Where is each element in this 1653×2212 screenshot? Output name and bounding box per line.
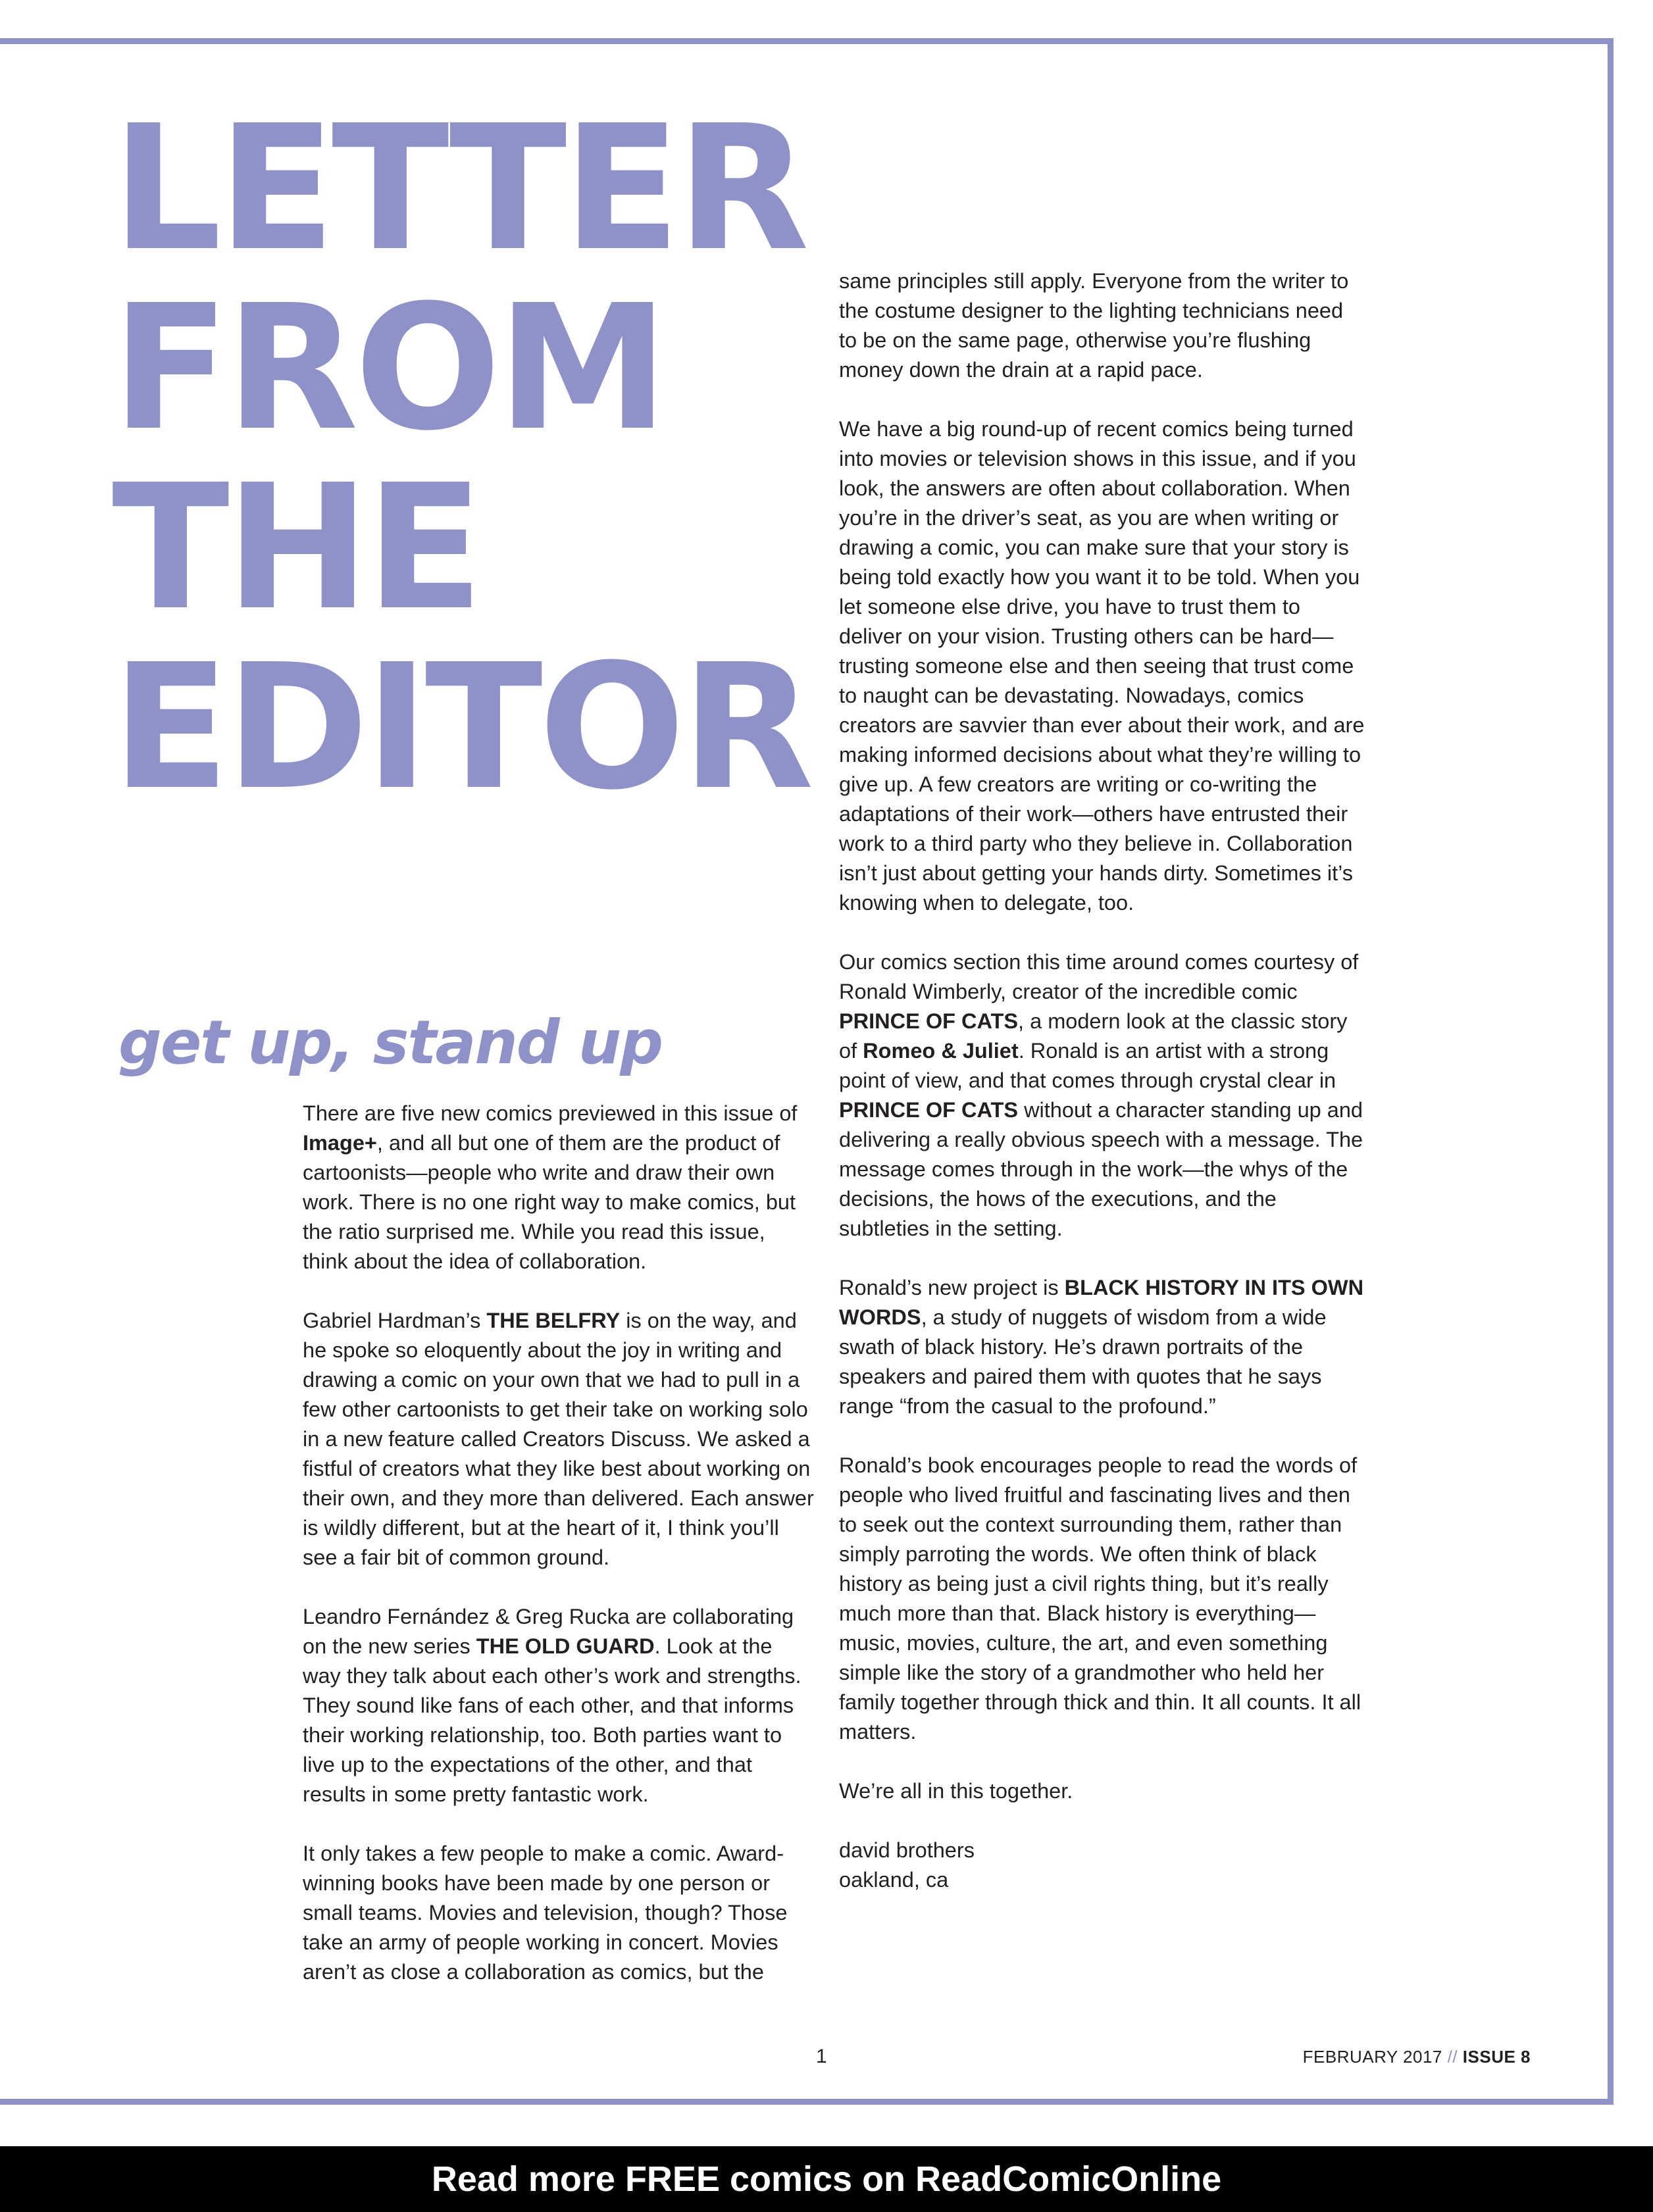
paragraph (839, 1273, 1365, 1421)
bold-title: THE OLD GUARD (476, 1634, 655, 1658)
text-run: There are five new comics previewed in this issue of (303, 1101, 798, 1125)
bold-title: PRINCE OF CATS (839, 1009, 1019, 1033)
text-run: Ronald’s new project is (839, 1276, 1065, 1299)
subtitle: get up, stand up (118, 1007, 663, 1078)
page-title (112, 88, 836, 828)
paragraph (303, 1306, 816, 1572)
text-run: without a character standing up and delivering a really obvious speech with a message. The message comes through in the work—the whys of the decisions, the hows of the executions, and the subtleties in the setting. (839, 1098, 1363, 1240)
text-run: Gabriel Hardman’s (303, 1309, 487, 1332)
paragraph (303, 1602, 816, 1809)
page-number: 1 (816, 2046, 827, 2067)
text-run: Leandro Fernández & Greg Rucka are collaborating on the new series (303, 1605, 794, 1658)
bold-title: THE BELFRY (486, 1309, 621, 1332)
signature-place: oakland, ca (839, 1868, 949, 1892)
issue-info (1303, 2044, 1531, 2070)
issue-separator: // (1447, 2047, 1458, 2067)
text-run: . Look at the way they talk about each other’s work and strengths. They sound like fans of each other, and that informs their working relationship, too. Both parties want to live up to the expectations of the other, and that results in some pretty fantastic work. (303, 1634, 801, 1806)
title-line: EDITOR (112, 627, 811, 828)
bold-title: PRINCE OF CATS (839, 1098, 1019, 1122)
title-line: THE (112, 447, 480, 648)
issue-label: ISSUE 8 (1462, 2047, 1531, 2067)
right-column (839, 266, 1365, 1895)
paragraph: We’re all in this together. (839, 1779, 1073, 1803)
text-run: . Ronald is an artist with a strong point of view, and that comes through crystal clear in (839, 1039, 1336, 1092)
signature-name: david brothers (839, 1838, 975, 1862)
issue-date: FEBRUARY 2017 (1302, 2047, 1442, 2067)
title-line: LETTER (112, 88, 806, 289)
left-column (303, 1099, 816, 2017)
paragraph (303, 1099, 816, 1276)
paragraph: We have a big round-up of recent comics being turned into movies or television shows in this issue, and if you look, the answers are often about collaboration. When you’re in the driver’s seat, as you are when writing or drawing a comic, you can make sure that your story is being told exactly how you want it to be told. When you let someone else drive, you have to trust them to deliver on your vision. Trusting others can be hard—trusting someone else and then seeing that trust come to naught can be devastating. Nowadays, comics creators are savvier than ever about their work, and are making informed decisions about what they’re willing to give up. A few creators are writing or co-writing the adaptations of their work—others have entrusted their work to a third party who they believe in. Collaboration isn’t just about getting your hands dirty. Sometimes it’s knowing when to delegate, too. (839, 417, 1365, 915)
promo-banner[interactable]: Read more FREE comics on ReadComicOnline (0, 2146, 1653, 2212)
bold-title: BLACK HISTORY IN ITS OWN WORDS (839, 1276, 1364, 1329)
text-run: , a study of nuggets of wisdom from a wide swath of black history. He’s drawn portraits of the speakers and paired them with quotes that he says range “from the casual to the profound.” (839, 1305, 1327, 1418)
text-run: is on the way, and he spoke so eloquently about the joy in writing and drawing a comic on your own that we had to pull in a few other cartoonists to get their take on working solo in a new feature called Creators Discuss. We asked a fistful of creators what they like best about working on their own, and they more than delivered. Each answer is wildly different, but at the heart of it, I think you’ll see a fair bit of common ground. (303, 1309, 814, 1569)
text-run: Our comics section this time around comes courtesy of Ronald Wimberly, creator of the incredible comic (839, 950, 1359, 1003)
bold-title: Image+ (303, 1131, 377, 1155)
bold-title: Romeo & Juliet (863, 1039, 1019, 1063)
title-line: FROM (112, 268, 665, 468)
text-run: , a modern look at the classic story of (839, 1009, 1348, 1063)
paragraph (839, 947, 1365, 1244)
paragraph: Ronald’s book encourages people to read the words of people who lived fruitful and fascinating lives and then to seek out the context surrounding them, rather than simply parroting the words. We often think of black history as being just a civil rights thing, but it’s really much more than that. Black history is everything—music, movies, culture, the art, and even something simple like the story of a grandmother who held her family together through thick and thin. It all counts. It all matters. (839, 1453, 1361, 1744)
paragraph: same principles still apply. Everyone from the writer to the costume designer to the lighting technicians need to be on the same page, otherwise you’re flushing money down the drain at a rapid pace. (839, 269, 1349, 382)
text-run: , and all but one of them are the product of cartoonists—people who write and draw their own work. There is no one right way to make comics, but the ratio surprised me. While you read this issue, think about the idea of collaboration. (303, 1131, 796, 1273)
paragraph: It only takes a few people to make a comic. Award-winning books have been made by one person or small teams. Movies and television, though? Those take an army of people working in concert. Movies aren’t as close a collaboration as comics, but the (303, 1842, 788, 1984)
